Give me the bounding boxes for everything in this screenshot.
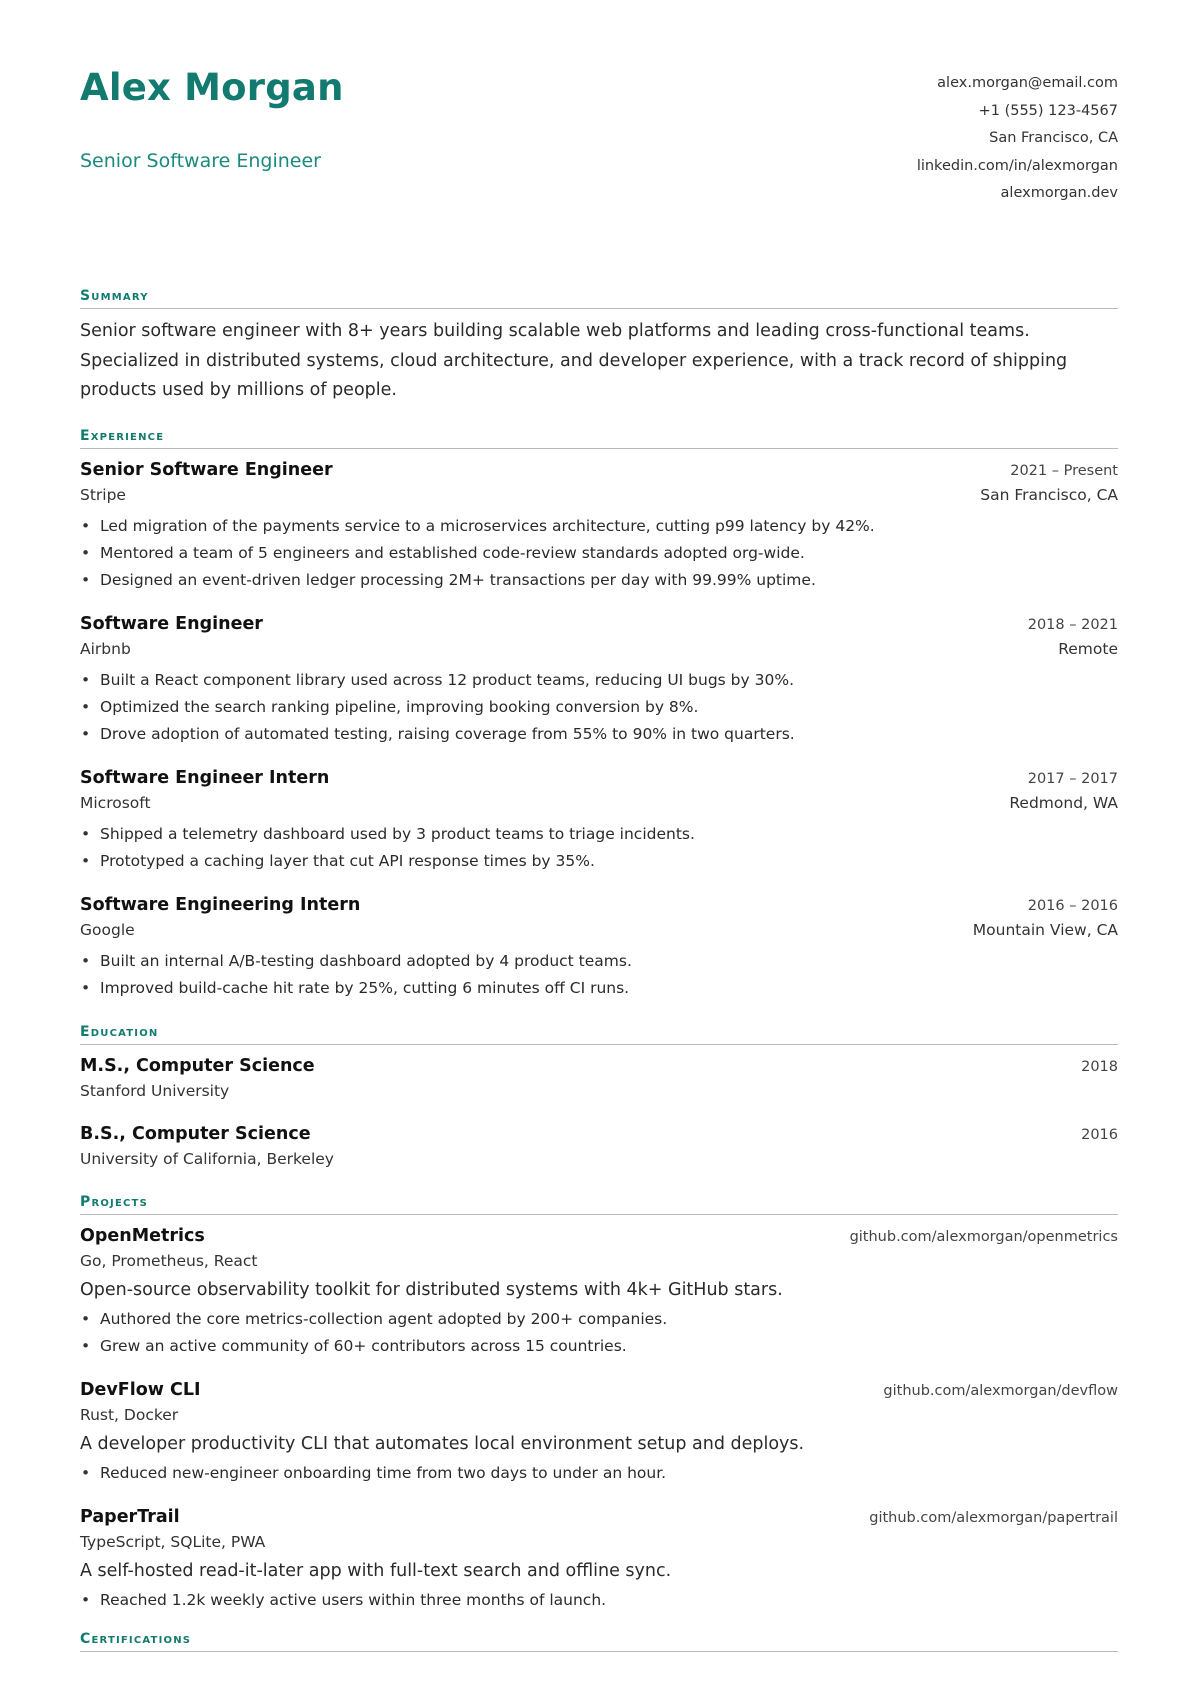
bullet-item: • Reached 1.2k weekly active users within three months of launch. [80, 1587, 1118, 1614]
graduation-year: 2018 [1081, 1058, 1118, 1075]
resume-header [80, 60, 1118, 208]
project-name: DevFlow CLI [80, 1379, 201, 1400]
project-link[interactable]: github.com/alexmorgan/devflow [883, 1382, 1118, 1399]
education-section [80, 1024, 1118, 1172]
project-bullets [80, 1460, 1118, 1487]
contact-block [917, 70, 1118, 208]
job-company: Google [80, 920, 135, 939]
school: University of California, Berkeley [80, 1149, 334, 1168]
project-tech: TypeScript, SQLite, PWA [80, 1532, 266, 1551]
section-title-projects: Projects [80, 1194, 1118, 1215]
experience-section [80, 428, 1118, 1002]
candidate-name: Alex Morgan [80, 66, 344, 109]
project-entry [80, 1504, 1118, 1614]
bullet-item: • Mentored a team of 5 engineers and established code-review standards adopted org-wide. [80, 540, 1118, 567]
school: Stanford University [80, 1081, 230, 1100]
job-title: Software Engineer Intern [80, 767, 330, 788]
project-entry [80, 1377, 1118, 1487]
project-name: PaperTrail [80, 1506, 180, 1527]
bullet-item: • Shipped a telemetry dashboard used by 3 product teams to triage incidents. [80, 821, 1118, 848]
bullet-item: • Optimized the search ranking pipeline, improving booking conversion by 8%. [80, 694, 1118, 721]
project-entry [80, 1223, 1118, 1360]
project-link[interactable]: github.com/alexmorgan/openmetrics [849, 1228, 1118, 1245]
section-title-summary: Summary [80, 288, 1118, 309]
graduation-year: 2016 [1081, 1126, 1118, 1143]
experience-entry [80, 611, 1118, 748]
education-entry [80, 1121, 1118, 1172]
summary-section [80, 288, 1118, 406]
bullet-item: • Led migration of the payments service to a microservices architecture, cutting p99 latency by 42%. [80, 513, 1118, 540]
job-dates: 2016 – 2016 [1027, 897, 1118, 914]
job-location: San Francisco, CA [980, 485, 1118, 504]
job-location: Remote [1058, 639, 1118, 658]
bullet-item: • Authored the core metrics-collection agent adopted by 200+ companies. [80, 1306, 1118, 1333]
job-location: Redmond, WA [1009, 793, 1118, 812]
job-title: Senior Software Engineer [80, 459, 333, 480]
degree: B.S., Computer Science [80, 1123, 311, 1144]
job-dates: 2017 – 2017 [1027, 770, 1118, 787]
project-bullets [80, 1306, 1118, 1360]
job-title: Software Engineering Intern [80, 894, 361, 915]
experience-entry [80, 765, 1118, 875]
project-link[interactable]: github.com/alexmorgan/papertrail [869, 1509, 1118, 1526]
candidate-title: Senior Software Engineer [80, 150, 321, 172]
contact-location: San Francisco, CA [989, 130, 1118, 146]
certifications-section [80, 1631, 1118, 1652]
education-entry [80, 1053, 1118, 1104]
job-company: Microsoft [80, 793, 151, 812]
job-company: Stripe [80, 485, 126, 504]
project-tech: Go, Prometheus, React [80, 1251, 258, 1270]
job-dates: 2021 – Present [1010, 462, 1118, 479]
bullet-item: • Prototyped a caching layer that cut API response times by 35%. [80, 848, 1118, 875]
contact-website[interactable]: alexmorgan.dev [1000, 185, 1118, 201]
project-tech: Rust, Docker [80, 1405, 179, 1424]
project-bullets [80, 1587, 1118, 1614]
experience-entry [80, 457, 1118, 594]
bullet-item: • Designed an event-driven ledger processing 2M+ transactions per day with 99.99% uptime. [80, 567, 1118, 594]
contact-phone[interactable]: +1 (555) 123-4567 [978, 102, 1118, 119]
bullet-item: • Improved build-cache hit rate by 25%, cutting 6 minutes off CI runs. [80, 975, 1118, 1002]
contact-linkedin[interactable]: linkedin.com/in/alexmorgan [916, 157, 1118, 174]
bullet-item: • Drove adoption of automated testing, raising coverage from 55% to 90% in two quarters. [80, 721, 1118, 748]
project-description: Open-source observability toolkit for distributed systems with 4k+ GitHub stars. [80, 1279, 783, 1300]
job-dates: 2018 – 2021 [1027, 616, 1118, 633]
resume-page [80, 60, 1118, 1660]
bullet-item: • Built an internal A/B-testing dashboard adopted by 4 product teams. [80, 948, 1118, 975]
job-title: Software Engineer [80, 613, 263, 634]
summary-text: Senior software engineer with 8+ years building scalable web platforms and leading cross-functional teams. Specialized in distributed systems, cloud architecture, and developer experience, with a track record of shipping products used by millions of people. [80, 321, 1068, 400]
job-location: Mountain View, CA [972, 920, 1118, 939]
bullet-item: • Reduced new-engineer onboarding time from two days to under an hour. [80, 1460, 1118, 1487]
job-bullets [80, 513, 1118, 594]
job-company: Airbnb [80, 639, 131, 658]
bullet-item: • Built a React component library used across 12 product teams, reducing UI bugs by 30%. [80, 667, 1118, 694]
bullet-item: • Grew an active community of 60+ contributors across 15 countries. [80, 1333, 1118, 1360]
projects-section [80, 1194, 1118, 1614]
project-name: OpenMetrics [80, 1225, 205, 1246]
experience-entry [80, 892, 1118, 1002]
degree: M.S., Computer Science [80, 1055, 315, 1076]
job-bullets [80, 948, 1118, 1002]
section-title-education: Education [80, 1024, 1118, 1045]
project-description: A developer productivity CLI that automates local environment setup and deploys. [80, 1433, 805, 1454]
project-description: A self-hosted read-it-later app with full-text search and offline sync. [80, 1560, 672, 1581]
section-title-certifications: Certifications [80, 1631, 1118, 1652]
contact-email[interactable]: alex.morgan@email.com [937, 75, 1118, 91]
job-bullets [80, 667, 1118, 748]
job-bullets [80, 821, 1118, 875]
section-title-experience: Experience [80, 428, 1118, 449]
